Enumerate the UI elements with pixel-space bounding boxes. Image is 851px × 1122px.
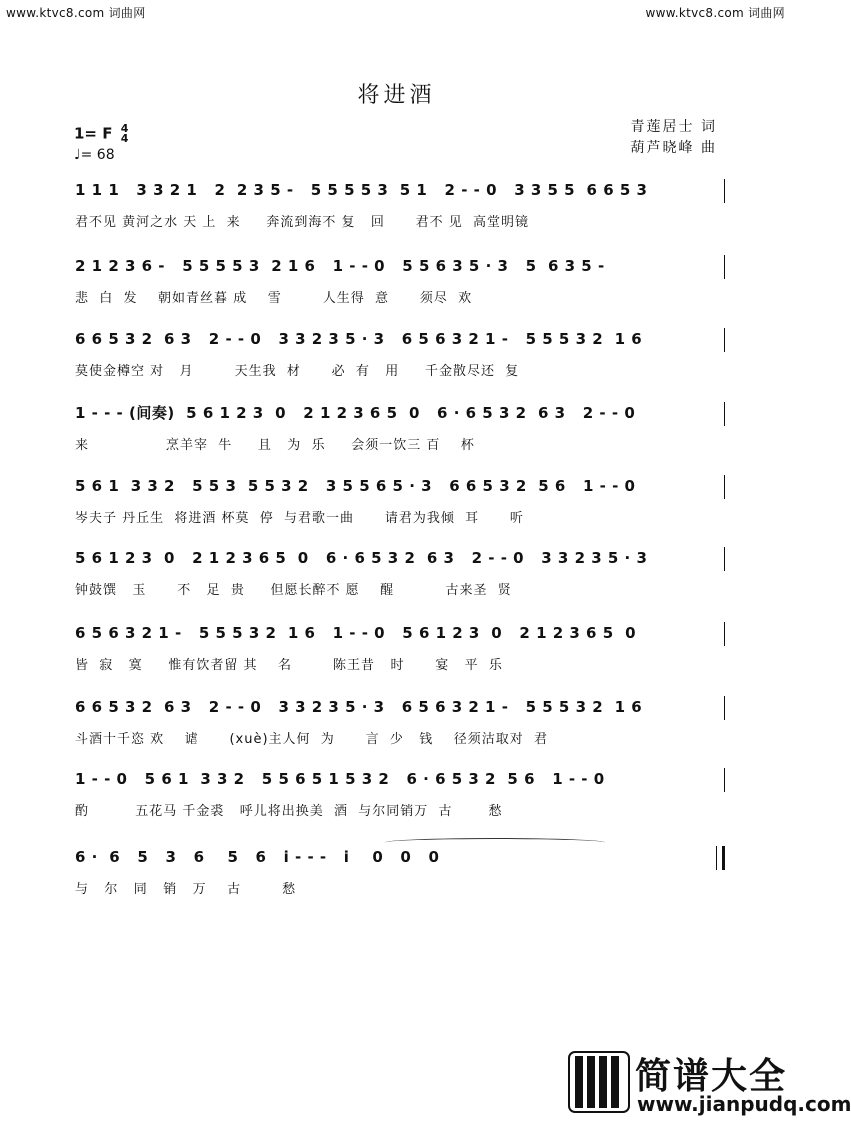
lyric-line: 皆 寂 寞 惟有饮者留 其 名 陈王昔 时 宴 平 乐 <box>75 658 503 673</box>
lyric-line: 来 烹羊宰 牛 且 为 乐 会须一饮三 百 杯 <box>75 438 475 453</box>
lyric-line: 岑夫子 丹丘生 将进酒 杯莫 停 与君歌一曲 请君为我倾 耳 听 <box>75 511 524 526</box>
fermata-tie <box>385 838 605 847</box>
notation-line: 1 - - - (间奏) 5 6 1 2 3 0 2 1 2 3 6 5 0 6 · 6 5 3 2 6 3 2 - - 0 <box>75 404 636 422</box>
site-logo <box>567 1048 851 1118</box>
notation-line: 6 · 6 5 3 6 5 6 i - - - i 0 0 0 <box>75 848 440 866</box>
barline <box>724 255 725 279</box>
notation-line: 5 6 1 3 3 2 5 5 3 5 5 3 2 3 5 5 6 5 · 3 6 6 5 3 2 5 6 1 - - 0 <box>75 477 636 495</box>
credits <box>631 117 717 159</box>
barline <box>724 622 725 646</box>
final-barline <box>716 846 725 870</box>
key-signature <box>74 124 128 144</box>
notation-line: 6 6 5 3 2 6 3 2 - - 0 3 3 2 3 5 · 3 6 5 6 3 2 1 - 5 5 5 3 2 1 6 <box>75 698 643 716</box>
lyric-line: 钟鼓馔 玉 不 足 贵 但愿长醉不 愿 醒 古来圣 贤 <box>75 583 512 598</box>
notation-line: 2 1 2 3 6 - 5 5 5 5 3 2 1 6 1 - - 0 5 5 6 3 5 · 3 5 6 3 5 - <box>75 257 605 275</box>
song-title: 将进酒 <box>357 83 436 108</box>
barline <box>724 696 725 720</box>
watermark-right: www.ktvc8.com 词曲网 <box>645 6 785 20</box>
barline <box>724 402 725 426</box>
barline <box>724 328 725 352</box>
lyric-line: 酌 五花马 千金裘 呼儿将出换美 酒 与尔同销万 古 愁 <box>75 804 503 819</box>
piano-keys-icon <box>567 1050 631 1114</box>
barline <box>724 475 725 499</box>
notation-line: 1 1 1 3 3 2 1 2 2 3 5 - 5 5 5 5 3 5 1 2 - - 0 3 3 5 5 6 6 5 3 <box>75 181 648 199</box>
notation-line: 5 6 1 2 3 0 2 1 2 3 6 5 0 6 · 6 5 3 2 6 3 2 - - 0 3 3 2 3 5 · 3 <box>75 549 648 567</box>
lyric-line: 与 尔 同 销 万 古 愁 <box>75 882 297 897</box>
lyric-line: 君不见 黄河之水 天 上 来 奔流到海不 复 回 君不 见 高堂明镜 <box>75 215 530 230</box>
barline <box>724 547 725 571</box>
tempo-marking: ♩= 68 <box>74 147 115 163</box>
time-bottom: 4 <box>120 132 129 145</box>
barline <box>724 768 725 792</box>
notation-line: 1 - - 0 5 6 1 3 3 2 5 5 6 5 1 5 3 2 6 · 6 5 3 2 5 6 1 - - 0 <box>75 770 605 788</box>
lyric-line: 斗酒十千恣 欢 谑 (xuè)主人何 为 言 少 钱 径须沽取对 君 <box>75 732 549 747</box>
composer: 葫芦晓峰 曲 <box>630 140 717 156</box>
logo-brand: 简谱大全 <box>635 1056 788 1097</box>
notation-line: 6 6 5 3 2 6 3 2 - - 0 3 3 2 3 5 · 3 6 5 6 3 2 1 - 5 5 5 3 2 1 6 <box>75 330 643 348</box>
lyric-line: 悲 白 发 朝如青丝暮 成 雪 人生得 意 须尽 欢 <box>75 291 473 306</box>
time-top: 4 <box>120 122 129 135</box>
watermark-left: www.ktvc8.com 词曲网 <box>6 6 146 20</box>
lyricist: 青莲居士 词 <box>630 119 717 135</box>
notation-line: 6 5 6 3 2 1 - 5 5 5 3 2 1 6 1 - - 0 5 6 1 2 3 0 2 1 2 3 6 5 0 <box>75 624 637 642</box>
lyric-line: 莫使金樽空 对 月 天生我 材 必 有 用 千金散尽还 复 <box>75 364 520 379</box>
key-label: 1= F <box>74 124 113 143</box>
barline <box>724 179 725 203</box>
logo-url: www.jianpudq.com <box>637 1092 851 1116</box>
time-signature <box>121 124 129 144</box>
